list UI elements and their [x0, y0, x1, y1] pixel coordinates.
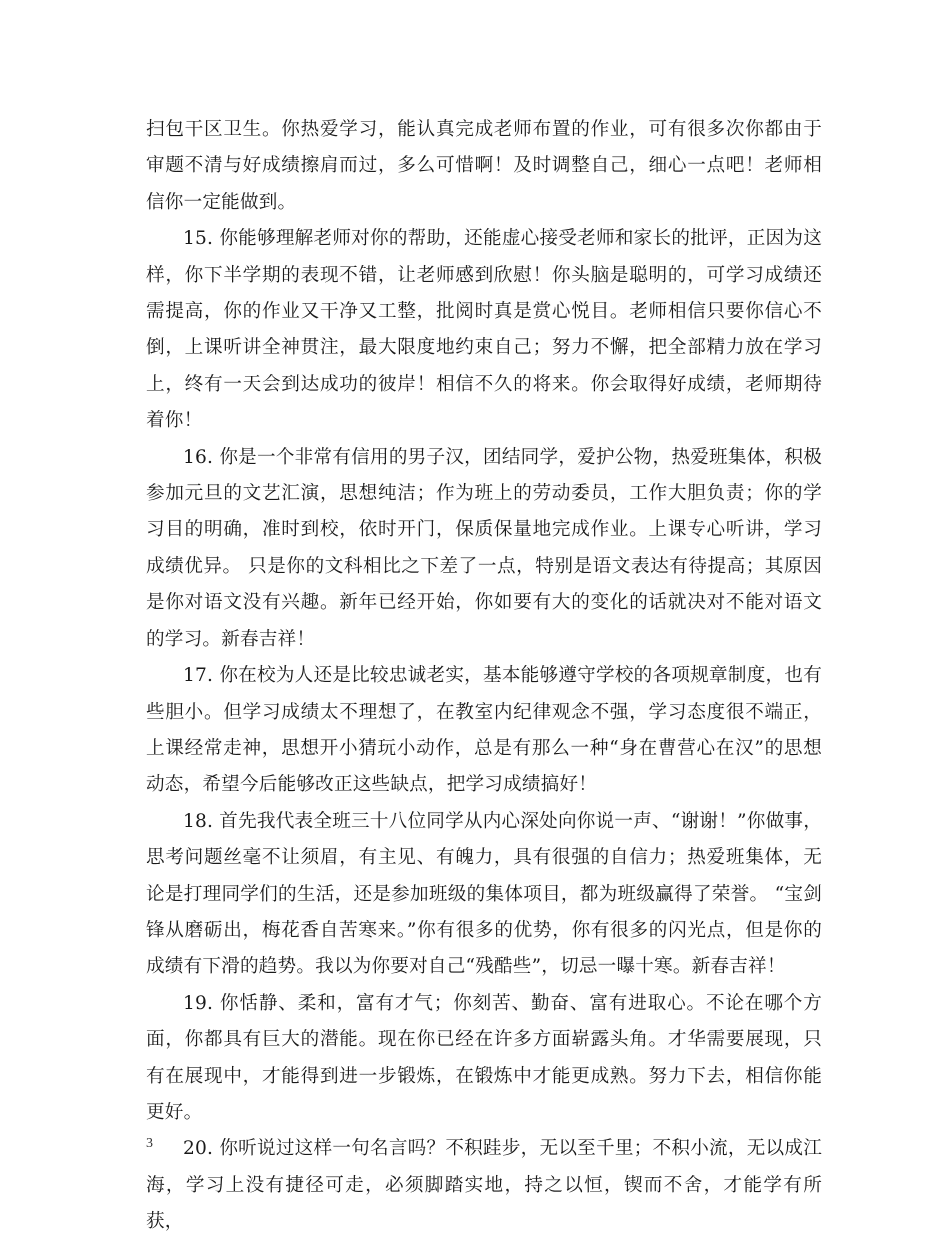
paragraph-14-continued: 扫包干区卫生。你热爱学习，能认真完成老师布置的作业，可有很多次你都由于审题不清与好成绩擦肩而过，多么可惜啊！及时调整自己，细心一点吧！老师相信你一定能做到。: [146, 119, 822, 213]
paragraph-20: 20. 你听说过这样一句名言吗？不积跬步，无以至千里；不积小流，无以成江海，学习上没有捷径可走，必须脚踏实地，持之以恒，锲而不舍，才能学有所获，: [146, 1138, 822, 1233]
page-number: 3: [146, 1136, 153, 1151]
paragraph-16: 16. 你是一个非常有信用的男子汉，团结同学，爱护公物，热爱班集体，积极参加元旦的文艺汇演，思想纯洁；作为班上的劳动委员，工作大胆负责；你的学习目的明确，准时到校，依时开门，保质保量地完成作业。上课专心听讲，学习成绩优异。 只是你的文科相比之下差了一点，特别是语文表达有待提高；其原因是你对语文没有兴趣。新年已经开始，你如要有大的变化的话就决对不能对语文的学习。新春吉祥！: [146, 446, 822, 650]
paragraph-18: 18. 首先我代表全班三十八位同学从内心深处向你说一声、“谢谢！”你做事，思考问题丝毫不让须眉，有主见、有魄力，具有很强的自信力；热爱班集体，无论是打理同学们的生活，还是参加班级的集体项目，都为班级赢得了荣誉。 “宝剑锋从磨砺出，梅花香自苦寒来。”你有很多的优势，你有很多的闪光点，但是你的成绩有下滑的趋势。我以为你要对自己“残酷些”，切忌一曝十寒。新春吉祥！: [146, 810, 822, 978]
paragraph-17: 17. 你在校为人还是比较忠诚老实，基本能够遵守学校的各项规章制度，也有些胆小。但学习成绩太不理想了，在教室内纪律观念不强，学习态度很不端正，上课经常走神，思想开小猜玩小动作，总是有那么一种“身在曹营心在汉”的思想动态，希望今后能够改正这些缺点，把学习成绩搞好！: [146, 665, 822, 796]
paragraph-15: 15. 你能够理解老师对你的帮助，还能虚心接受老师和家长的批评，正因为这样，你下半学期的表现不错，让老师感到欣慰！你头脑是聪明的，可学习成绩还需提高，你的作业又干净又工整，批阅时真是赏心悦目。老师相信只要你信心不倒，上课听讲全神贯注，最大限度地约束自己；努力不懈，把全部精力放在学习上，终有一天会到达成功的彼岸！相信不久的将来。你会取得好成绩，老师期待着你！: [146, 228, 822, 432]
paragraph-19: 19. 你恬静、柔和，富有才气；你刻苦、勤奋、富有进取心。不论在哪个方面，你都具有巨大的潜能。现在你已经在许多方面崭露头角。才华需要展现，只有在展现中，才能得到进一步锻炼，在锻炼中才能更成熟。努力下去，相信你能更好。: [146, 992, 822, 1123]
document-body: [146, 112, 822, 1241]
